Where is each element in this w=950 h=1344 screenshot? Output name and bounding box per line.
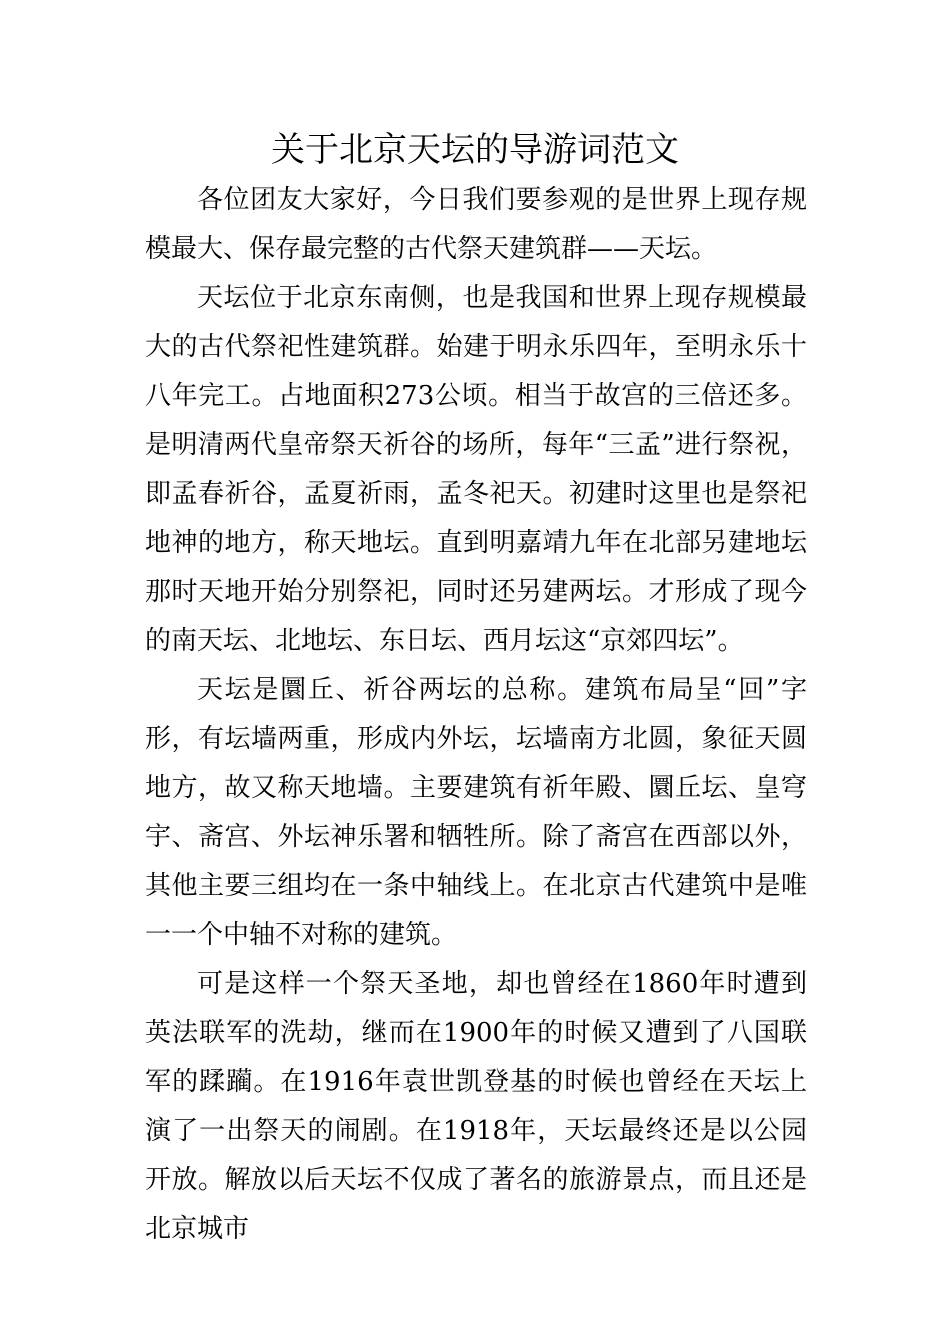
paragraph-2: 天坛位于北京东南侧，也是我国和世界上现存规模最大的古代祭祀性建筑群。始建于明永乐四年，至明永乐十八年完工。占地面积273公顷。相当于故宫的三倍还多。是明清两代皇帝祭天祈谷的场所，每年“三孟”进行祭祝，即孟春祈谷，孟夏祈雨，孟冬祀天。初建时这里也是祭祀地神的地方，称天地坛。直到明嘉靖九年在北部另建地坛那时天地开始分别祭祀，同时还另建两坛。才形成了现今的南天坛、北地坛、东日坛、西月坛这“京郊四坛”。 [145, 283, 807, 656]
document-body [145, 176, 807, 1254]
paragraph-1: 各位团友大家好，今日我们要参观的是世界上现存规模最大、保存最完整的古代祭天建筑群——天坛。 [145, 185, 807, 264]
paragraph-3: 天坛是圜丘、祈谷两坛的总称。建筑布局呈“回”字形，有坛墙两重，形成内外坛，坛墙南方北圆，象征天圆地方，故又称天地墙。主要建筑有祈年殿、圜丘坛、皇穹宇、斋宫、外坛神乐署和牺牲所。除了斋宫在西部以外，其他主要三组均在一条中轴线上。在北京古代建筑中是唯一一个中轴不对称的建筑。 [145, 675, 807, 950]
document-title: 关于北京天坛的导游词范文 [271, 130, 679, 170]
paragraph-4: 可是这样一个祭天圣地，却也曾经在1860年时遭到英法联军的洗劫，继而在1900年的时候又遭到了八国联军的蹂躏。在1916年袁世凯登基的时候也曾经在天坛上演了一出祭天的闹剧。在1918年，天坛最终还是以公园开放。解放以后天坛不仅成了著名的旅游景点，而且还是北京城市 [145, 969, 807, 1244]
